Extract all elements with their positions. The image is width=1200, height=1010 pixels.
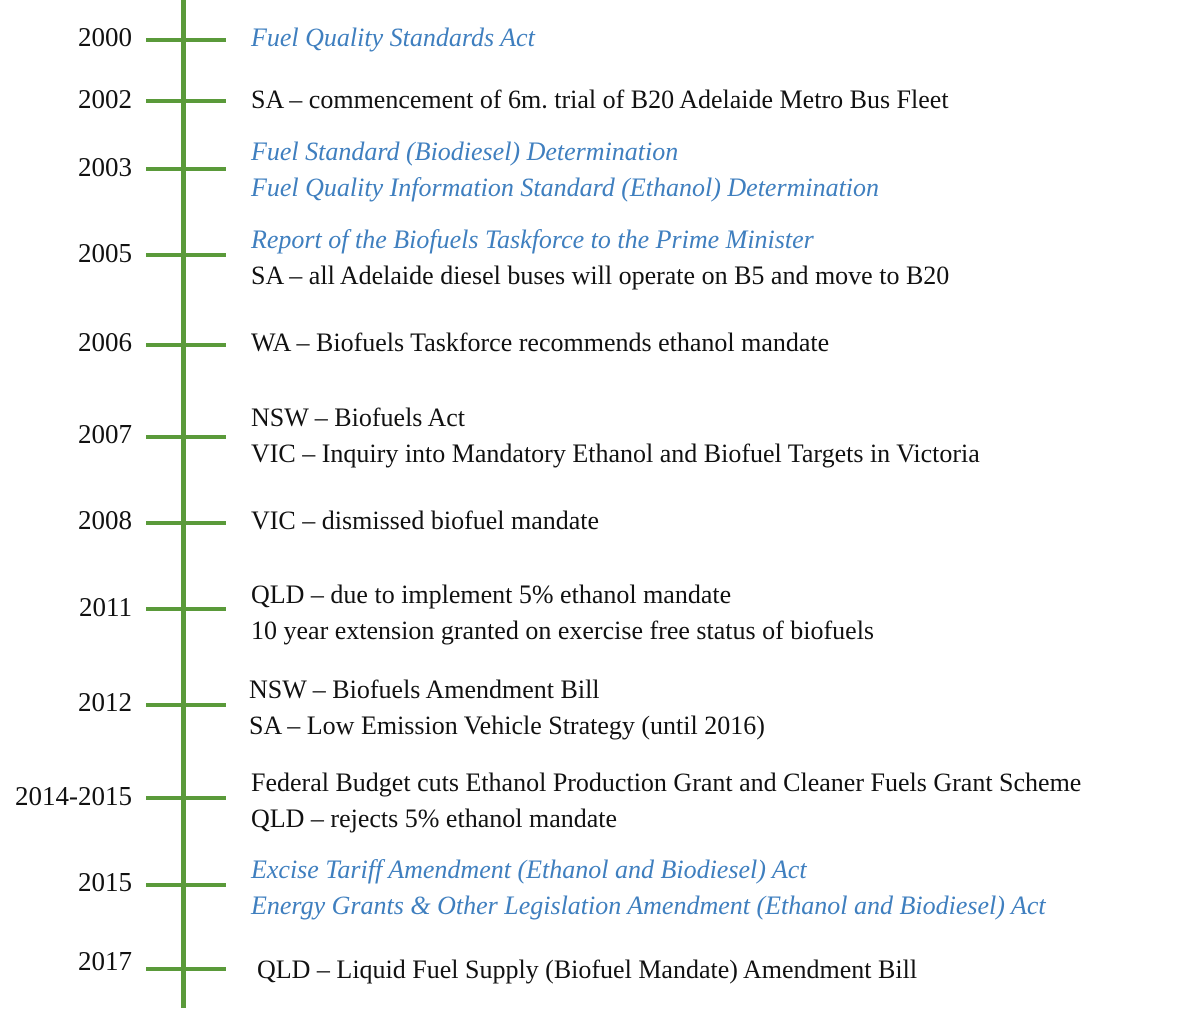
event-block-2000 bbox=[251, 20, 535, 56]
year-label-2011: 2011 bbox=[79, 592, 132, 622]
event-block-2017 bbox=[257, 952, 917, 988]
event-text: SA – Low Emission Vehicle Strategy (until 2016) bbox=[249, 711, 765, 740]
tick-left-2006 bbox=[146, 343, 181, 347]
year-label-2015: 2015 bbox=[78, 867, 132, 897]
tick-left-2014-2015 bbox=[146, 796, 181, 800]
event-block-2015 bbox=[251, 852, 1046, 924]
tick-right-2007 bbox=[186, 435, 226, 439]
event-text: Fuel Quality Information Standard (Ethanol) Determination bbox=[251, 173, 880, 202]
event-text: QLD – rejects 5% ethanol mandate bbox=[251, 804, 618, 833]
year-label-2008: 2008 bbox=[78, 505, 132, 535]
event-text: SA – commencement of 6m. trial of B20 Adelaide Metro Bus Fleet bbox=[251, 85, 949, 114]
timeline-spine bbox=[181, 0, 186, 1008]
event-block-2011 bbox=[251, 577, 874, 649]
event-text: Fuel Quality Standards Act bbox=[251, 23, 535, 52]
event-text: VIC – dismissed biofuel mandate bbox=[251, 506, 600, 535]
tick-left-2015 bbox=[146, 883, 181, 887]
year-label-2005: 2005 bbox=[78, 238, 132, 268]
year-label-2003: 2003 bbox=[78, 152, 132, 182]
event-text: NSW – Biofuels Amendment Bill bbox=[249, 675, 600, 704]
event-text: Fuel Standard (Biodiesel) Determination bbox=[251, 137, 679, 166]
event-text: NSW – Biofuels Act bbox=[251, 403, 466, 432]
year-label-2006: 2006 bbox=[78, 327, 132, 357]
event-text: 10 year extension granted on exercise free status of biofuels bbox=[251, 616, 875, 645]
event-text: Report of the Biofuels Taskforce to the Prime Minister bbox=[251, 225, 814, 254]
tick-right-2011 bbox=[186, 607, 226, 611]
tick-left-2002 bbox=[146, 99, 181, 103]
year-label-2000: 2000 bbox=[78, 22, 132, 52]
tick-right-2005 bbox=[186, 253, 226, 257]
tick-right-2008 bbox=[186, 521, 226, 525]
tick-right-2015 bbox=[186, 883, 226, 887]
event-block-2003 bbox=[251, 134, 879, 206]
tick-right-2012 bbox=[186, 703, 226, 707]
tick-right-2017 bbox=[186, 967, 226, 971]
year-label-2017: 2017 bbox=[78, 946, 132, 976]
event-block-2012 bbox=[249, 672, 765, 744]
tick-left-2011 bbox=[146, 607, 181, 611]
event-block-2007 bbox=[251, 400, 980, 472]
event-block-2005 bbox=[251, 222, 949, 294]
event-block-2008 bbox=[251, 503, 599, 539]
event-text: QLD – due to implement 5% ethanol mandate bbox=[251, 580, 732, 609]
tick-right-2000 bbox=[186, 38, 226, 42]
year-label-2002: 2002 bbox=[78, 84, 132, 114]
event-text: Excise Tariff Amendment (Ethanol and Biodiesel) Act bbox=[251, 855, 807, 884]
event-block-2014-2015 bbox=[251, 765, 1081, 837]
tick-left-2008 bbox=[146, 521, 181, 525]
tick-left-2012 bbox=[146, 703, 181, 707]
tick-left-2000 bbox=[146, 38, 181, 42]
tick-right-2002 bbox=[186, 99, 226, 103]
event-block-2006 bbox=[251, 325, 829, 361]
tick-right-2006 bbox=[186, 343, 226, 347]
tick-left-2017 bbox=[146, 967, 181, 971]
tick-left-2007 bbox=[146, 435, 181, 439]
event-block-2002 bbox=[251, 82, 949, 118]
tick-right-2003 bbox=[186, 167, 226, 171]
tick-left-2005 bbox=[146, 253, 181, 257]
event-text: QLD – Liquid Fuel Supply (Biofuel Mandate) Amendment Bill bbox=[257, 955, 918, 984]
year-label-2012: 2012 bbox=[78, 687, 132, 717]
tick-left-2003 bbox=[146, 167, 181, 171]
year-label-2014-2015: 2014-2015 bbox=[15, 781, 132, 811]
event-text: VIC – Inquiry into Mandatory Ethanol and Biofuel Targets in Victoria bbox=[251, 439, 980, 468]
event-text: Energy Grants & Other Legislation Amendment (Ethanol and Biodiesel) Act bbox=[251, 891, 1046, 920]
event-text: SA – all Adelaide diesel buses will operate on B5 and move to B20 bbox=[251, 261, 950, 290]
year-label-2007: 2007 bbox=[78, 419, 132, 449]
event-text: Federal Budget cuts Ethanol Production Grant and Cleaner Fuels Grant Scheme bbox=[251, 768, 1082, 797]
tick-right-2014-2015 bbox=[186, 796, 226, 800]
event-text: WA – Biofuels Taskforce recommends ethanol mandate bbox=[251, 328, 830, 357]
